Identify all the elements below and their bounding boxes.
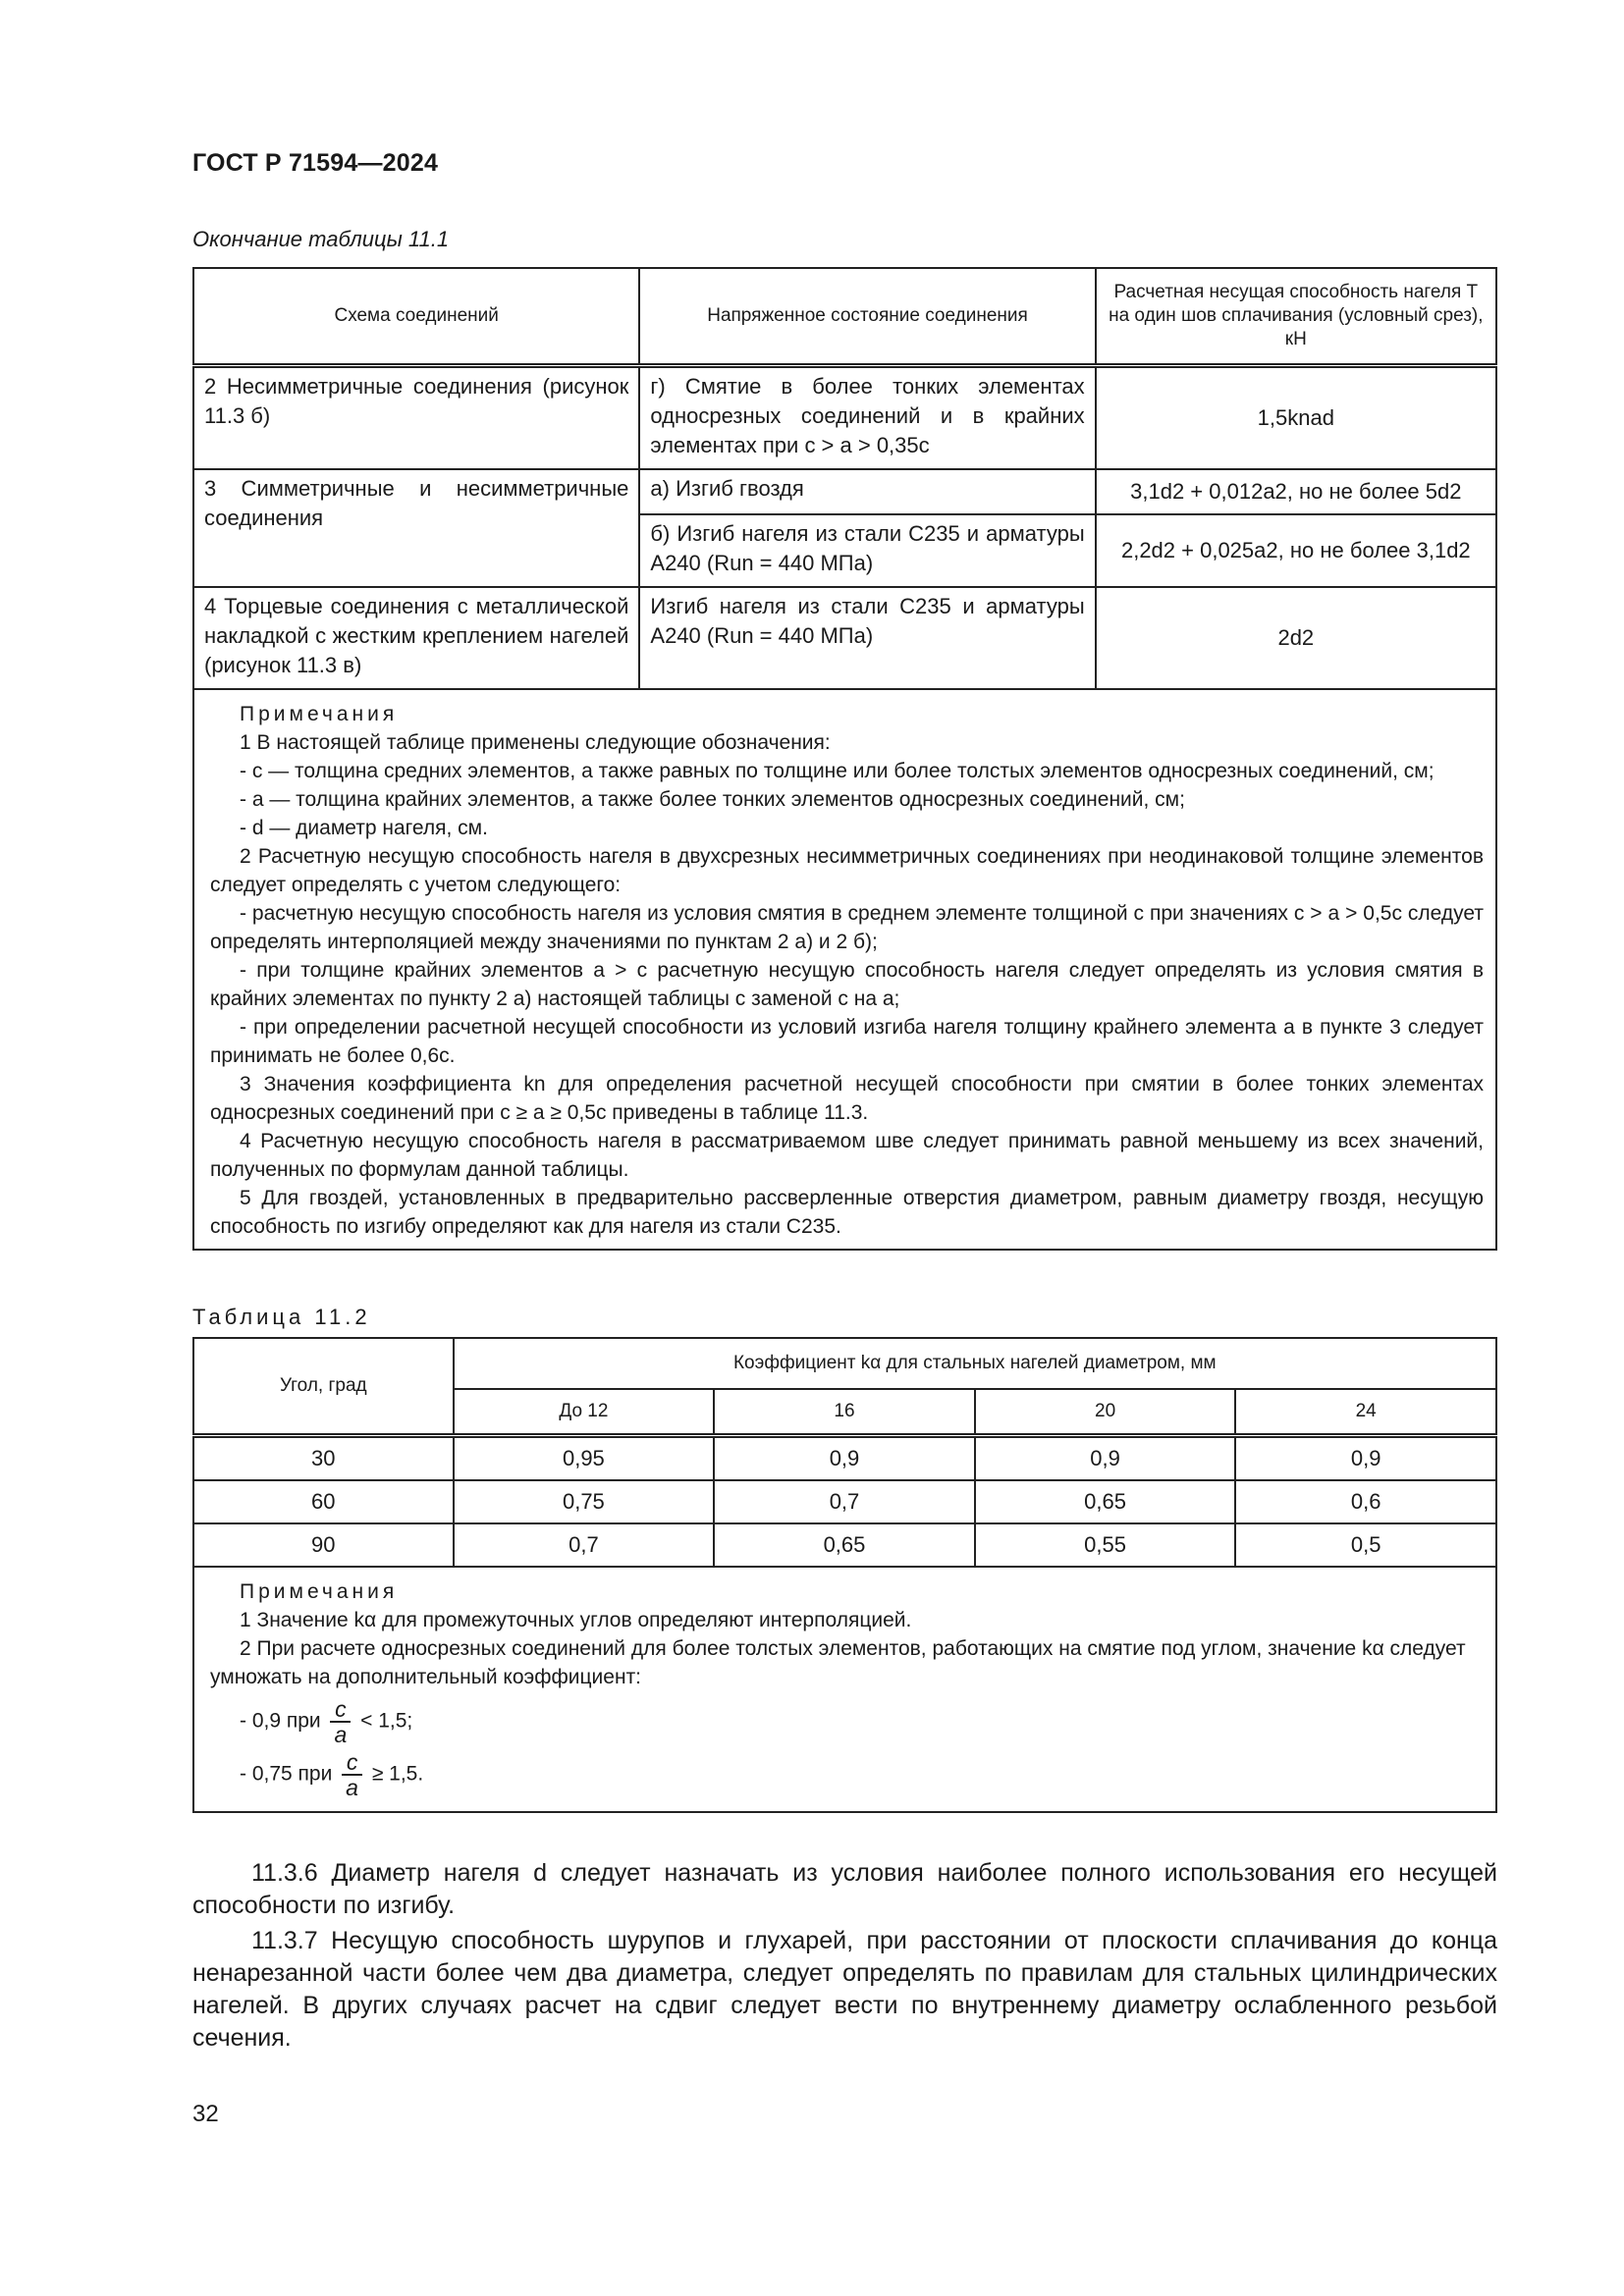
note-line: - расчетную несущую способность нагеля из условия смятия в среднем элементе толщиной c при значениях c > a > 0,5c следует определять интерполяцией между значениями по пунктам 2 а) и 2 б); — [210, 902, 1484, 953]
row3a-state: а) Изгиб гвоздя — [639, 469, 1095, 514]
row4-state: Изгиб нагеля из стали С235 и арматуры А240 (Run = 440 МПа) — [639, 587, 1095, 689]
value-cell: 0,9 — [714, 1436, 975, 1481]
value-cell: 0,75 — [454, 1480, 715, 1523]
body-text — [192, 1857, 1497, 2057]
condition-1 — [240, 1697, 1484, 1746]
diameter-header: До 12 — [454, 1389, 715, 1436]
note-line: 2 При расчете односрезных соединений для более толстых элементов, работающих на смятие под углом, значение kα следует умножать на дополнительный коэффициент: — [210, 1637, 1466, 1688]
condition-2 — [240, 1750, 1484, 1799]
value-cell: 0,95 — [454, 1436, 715, 1481]
paragraph-11-3-6: 11.3.6 Диаметр нагеля d следует назначать из условия наиболее полного использования его несущей способности по изгибу. — [192, 1859, 1497, 1919]
note-line: 4 Расчетную несущую способность нагеля в рассматриваемом шве следует принимать равной меньшему из всех значений, полученных по формулам данной таблицы. — [210, 1130, 1484, 1181]
table-row — [193, 1436, 1496, 1481]
diameter-header: 24 — [1235, 1389, 1496, 1436]
table2-header-row — [193, 1338, 1496, 1389]
value-cell: 0,65 — [714, 1523, 975, 1567]
note-line: 5 Для гвоздей, установленных в предварительно рассверленные отверстия диаметром, равным диаметру гвоздя, несущую способность по изгибу определяют как для нагеля из стали С235. — [210, 1187, 1484, 1238]
note-line: 2 Расчетную несущую способность нагеля в двухсрезных несимметричных соединениях при неодинаковой толщине элементов следует определять с учетом следующего: — [210, 845, 1484, 896]
table2-caption: Таблица 11.2 — [192, 1305, 371, 1329]
document-header: ГОСТ Р 71594—2024 — [192, 149, 439, 177]
notes-title: Примечания — [240, 1580, 399, 1603]
table-row — [193, 1523, 1496, 1567]
condition-1-prefix: - 0,9 при — [240, 1709, 321, 1733]
header-capacity — [1096, 268, 1496, 366]
note-line: - d — диаметр нагеля, см. — [240, 817, 488, 839]
note-line: 1 В настоящей таблице применены следующие обозначения: — [240, 731, 831, 754]
table2-notes-row — [193, 1567, 1496, 1812]
condition-1-suffix: < 1,5; — [360, 1709, 413, 1733]
table1-caption: Окончание таблицы 11.1 — [192, 227, 450, 251]
note-line: 1 Значение kα для промежуточных углов определяют интерполяцией. — [240, 1609, 912, 1631]
table1-row-3a — [193, 469, 1496, 514]
table2-notes — [193, 1567, 1496, 1812]
row2-state: г) Смятие в более тонких элементах односрезных соединений и в крайних элементах при c > a > 0,35c — [639, 366, 1095, 470]
row4-scheme: 4 Торцевые соединения с металлической накладкой с жестким креплением нагелей (рисунок 11.3 в) — [193, 587, 639, 689]
fraction-numerator: c — [342, 1750, 362, 1776]
value-cell: 0,65 — [975, 1480, 1236, 1523]
fraction-c-over-a — [330, 1697, 351, 1746]
row3b-capacity: 2,2d2 + 0,025a2, но не более 3,1d2 — [1096, 514, 1496, 587]
header-angle: Угол, град — [193, 1338, 454, 1436]
paragraph-11-3-7: 11.3.7 Несущую способность шурупов и глухарей, при расстоянии от плоскости сплачивания до конца ненарезанной части более чем два диаметра, следует определять по правилам для стальных цилиндрических нагелей. В других случаях расчет на сдвиг следует вести по внутреннему диаметру ослабленного резьбой сечения. — [192, 1927, 1497, 2052]
note-line: - c — толщина средних элементов, а также равных по толщине или более толстых элементов односрезных соединений, см; — [240, 760, 1435, 782]
angle-cell: 60 — [193, 1480, 454, 1523]
row3a-capacity: 3,1d2 + 0,012a2, но не более 5d2 — [1096, 469, 1496, 514]
header-capacity-text: Расчетная несущая способность нагеля T на один шов сплачивания (условный срез), кН — [1109, 282, 1484, 349]
table-row — [193, 1480, 1496, 1523]
fraction-numerator: c — [330, 1697, 351, 1723]
condition-2-prefix: - 0,75 при — [240, 1762, 333, 1786]
table1-notes-row — [193, 689, 1496, 1250]
fraction-denominator: a — [334, 1722, 348, 1747]
table-11-2 — [192, 1337, 1497, 1813]
diameter-header: 16 — [714, 1389, 975, 1436]
value-cell: 0,6 — [1235, 1480, 1496, 1523]
value-cell: 0,7 — [714, 1480, 975, 1523]
page-number: 32 — [192, 2101, 219, 2127]
diameter-header: 20 — [975, 1389, 1236, 1436]
table1-row-2 — [193, 366, 1496, 470]
note-line: - a — толщина крайних элементов, а также более тонких элементов односрезных соединений, см; — [240, 788, 1185, 811]
angle-cell: 90 — [193, 1523, 454, 1567]
condition-2-suffix: ≥ 1,5. — [371, 1762, 424, 1786]
value-cell: 0,55 — [975, 1523, 1236, 1567]
row2-scheme: 2 Несимметричные соединения (рисунок 11.3 б) — [193, 366, 639, 470]
fraction-denominator: a — [346, 1775, 358, 1800]
row4-capacity: 2d2 — [1096, 587, 1496, 689]
value-cell: 0,5 — [1235, 1523, 1496, 1567]
table1-row-4 — [193, 587, 1496, 689]
table1-header-row — [193, 268, 1496, 366]
value-cell: 0,9 — [1235, 1436, 1496, 1481]
row2-capacity: 1,5knad — [1096, 366, 1496, 470]
row3-scheme: 3 Симметричные и несимметричные соединения — [193, 469, 639, 587]
table-11-1 — [192, 267, 1497, 1251]
note-line: - при толщине крайних элементов a > c расчетную несущую способность нагеля следует определять из условия смятия в крайних элементах по пункту 2 а) настоящей таблицы с заменой c на a; — [210, 959, 1484, 1010]
header-state: Напряженное состояние соединения — [639, 268, 1095, 366]
value-cell: 0,9 — [975, 1436, 1236, 1481]
note-line: 3 Значения коэффициента kn для определения расчетной несущей способности при смятии в более тонких элементах односрезных соединений при c ≥ a ≥ 0,5c приведены в таблице 11.3. — [210, 1073, 1484, 1124]
note-line: - при определении расчетной несущей способности из условий изгиба нагеля толщину крайнего элемента a в пункте 3 следует принимать не более 0,6c. — [210, 1016, 1484, 1067]
table1-notes — [193, 689, 1496, 1250]
header-coefficient: Коэффициент kα для стальных нагелей диаметром, мм — [454, 1338, 1496, 1389]
row3b-state: б) Изгиб нагеля из стали С235 и арматуры А240 (Run = 440 МПа) — [639, 514, 1095, 587]
value-cell: 0,7 — [454, 1523, 715, 1567]
notes-title: Примечания — [240, 703, 399, 725]
fraction-c-over-a — [342, 1750, 362, 1799]
header-scheme: Схема соединений — [193, 268, 639, 366]
angle-cell: 30 — [193, 1436, 454, 1481]
